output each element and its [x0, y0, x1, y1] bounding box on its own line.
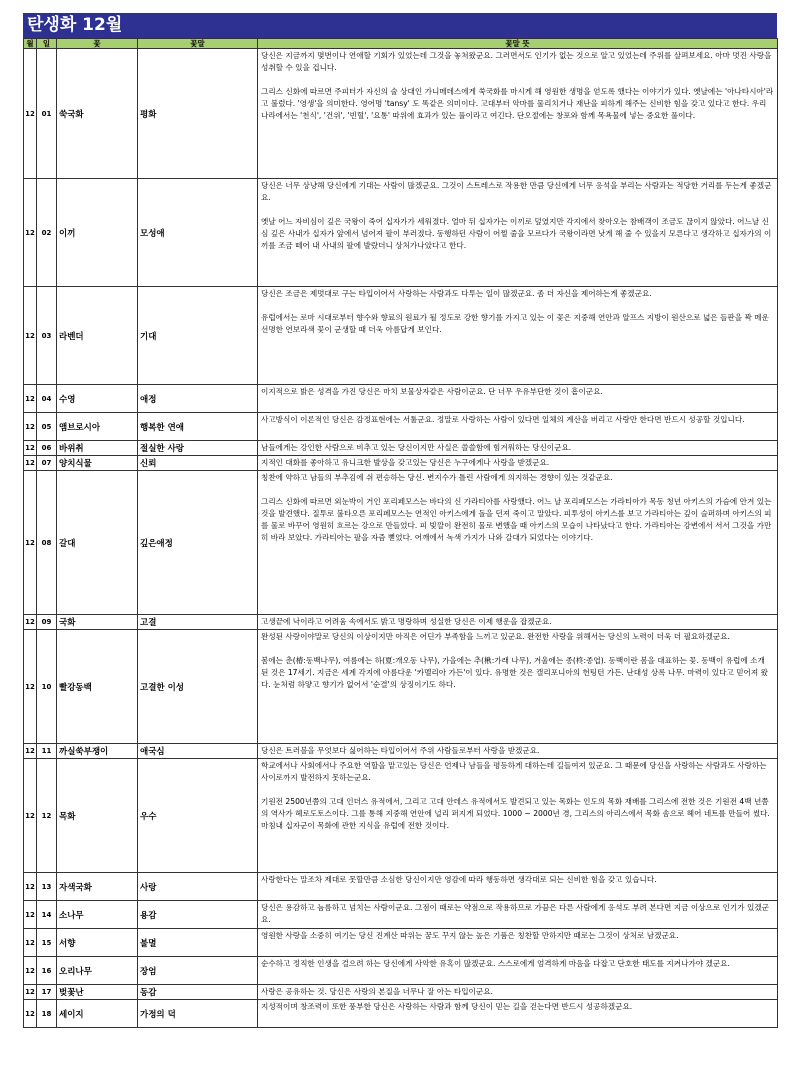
month-cell: 12	[24, 957, 37, 985]
description-text: 이지적으로 밝은 성격을 가진 당신은 마치 보물상자같은 사람이군요. 단 너무 우유부단한 것이 흠이군요.	[261, 387, 603, 396]
month-cell: 12	[24, 456, 37, 471]
header-day: 일	[37, 39, 57, 49]
month-cell: 12	[24, 287, 37, 385]
table-row	[24, 957, 778, 985]
meaning-cell: 모성애	[138, 179, 258, 287]
meaning-cell: 불멸	[138, 929, 258, 957]
meaning-cell: 신뢰	[138, 456, 258, 471]
header-flower: 꽃	[57, 39, 138, 49]
meaning-cell: 애정	[138, 385, 258, 413]
description-cell	[258, 49, 778, 179]
meaning-cell: 동감	[138, 985, 258, 1000]
description-text: 고생끝에 낙이라고 어려움 속에서도 밝고 명랑하며 성실한 당신은 이제 행운을 잡겠군요.	[261, 617, 552, 626]
table-row	[24, 179, 778, 287]
table-header-row	[24, 39, 778, 49]
day-cell: 18	[37, 1000, 57, 1028]
flower-cell: 오리나무	[57, 957, 138, 985]
flower-cell: 까실쑥부쟁이	[57, 744, 138, 759]
description-cell	[258, 929, 778, 957]
flower-cell: 자색국화	[57, 873, 138, 901]
description-text: 지적인 대화를 좋아하고 유니크한 발상을 갖고있는 당신은 누구에게나 사랑을 받겠군요.	[261, 458, 550, 467]
meaning-cell: 고결한 이성	[138, 630, 258, 744]
flower-cell: 라벤더	[57, 287, 138, 385]
meaning-cell: 깊은애정	[138, 471, 258, 615]
description-cell	[258, 413, 778, 441]
description-cell	[258, 759, 778, 873]
month-cell: 12	[24, 385, 37, 413]
meaning-cell: 절실한 사랑	[138, 441, 258, 456]
description-cell	[258, 441, 778, 456]
flower-cell: 바위취	[57, 441, 138, 456]
month-cell: 12	[24, 744, 37, 759]
description-cell	[258, 385, 778, 413]
day-cell: 15	[37, 929, 57, 957]
flower-cell: 벚꽃난	[57, 985, 138, 1000]
description-text: 지성적이며 창조력이 또한 풍부한 당신은 사랑하는 사람과 함께 당신이 믿는 길을 걷는다면 반드시 성공하겠군요.	[261, 1002, 633, 1011]
description-cell	[258, 744, 778, 759]
description-text: 학교에서나 사회에서나 주요한 역할을 맡고있는 당신은 언제나 남들을 평등하게 대하는데 길들여져 있군요. 그 때문에 당신을 사랑하는 사람과도 사랑하는 사이로까지 발전하지 못하는군요. 기원전 2500년쯤의 고대 인더스 유적에서, 그리고 고대 안데스 유적에서도 발견되고 있는 목화는 인도의 목화 재배를 그리스에 전한 것은 기원전 4백 년쯤의 역사가 헤로도토스이다. 그를 통해 지중해 연안에 널리 퍼지게 되었다. 1000 ~ 2000년 경, 그리스의 아리스에서 목화 솜으로 헤어 네트를 만들어 썼다. 마침내 십자군이 목화에 관한 지식을 유럽에 전한 것이다.	[261, 761, 770, 830]
day-cell: 16	[37, 957, 57, 985]
month-cell: 12	[24, 179, 37, 287]
description-text: 당신은 용감하고 늠름하고 넘치는 사람이군요. 그점이 때로는 약점으로 작용하므로 가끔은 다른 사람에게 응석도 부려 본다면 지금 이상으로 인기가 있겠군요.	[261, 903, 769, 924]
table-row	[24, 413, 778, 441]
day-cell: 17	[37, 985, 57, 1000]
meaning-cell: 사랑	[138, 873, 258, 901]
table-row	[24, 456, 778, 471]
day-cell: 06	[37, 441, 57, 456]
description-cell	[258, 456, 778, 471]
flower-cell: 양치식물	[57, 456, 138, 471]
month-cell: 12	[24, 873, 37, 901]
description-cell	[258, 287, 778, 385]
description-cell	[258, 1000, 778, 1028]
flower-cell: 수영	[57, 385, 138, 413]
flower-cell: 국화	[57, 615, 138, 630]
description-text: 당신은 트러블을 무엇보다 싫어하는 타입이어서 주위 사람들로부터 사랑을 받겠군요.	[261, 746, 540, 755]
day-cell: 07	[37, 456, 57, 471]
description-cell	[258, 873, 778, 901]
table-row	[24, 901, 778, 929]
description-text: 당신은 너무 상냥해 당신에게 기대는 사람이 많겠군요. 그것이 스트레스로 작용한 만큼 당신에게 너무 응석을 부리는 사람과는 적당한 거리를 두는게 좋겠군요. 옛날 어느 자비심이 깊은 국왕이 죽어 십자가가 세워졌다. 얼마 뒤 십자가는 이끼로 덮였지만 각지에서 찾아오는 참배객이 조금도 끊이지 않았다. 어느날 신심 깊은 사내가 십자가 앞에서 넘어져 팔이 부러졌다. 동행하던 사람이 어쩔 줄을 모르다가 국왕이라면 낫게 해 줄 수 있을지 모른다고 생각하고 십자가의 이끼를 조금 떼어 내 사내의 팔에 발랐더니 상처가나았다고 한다.	[261, 181, 772, 250]
table-row	[24, 471, 778, 615]
table-row	[24, 385, 778, 413]
day-cell: 01	[37, 49, 57, 179]
description-text: 사랑한다는 말조차 제대로 못할만큼 소심한 당신이지만 영감에 따라 행동하면 생각대로 되는 신비한 힘을 갖고 있습니다.	[261, 875, 657, 884]
description-text: 사고방식이 이론적인 당신은 감정표현에는 서툴군요. 정말로 사랑하는 사람이 있다면 일체의 계산을 버리고 사랑만 한다면 반드시 성공할 것입니다.	[261, 415, 745, 424]
document-page	[23, 13, 777, 1028]
description-cell	[258, 179, 778, 287]
month-cell: 12	[24, 471, 37, 615]
meaning-cell: 가정의 덕	[138, 1000, 258, 1028]
month-cell: 12	[24, 759, 37, 873]
header-month: 월	[24, 39, 37, 49]
flower-cell: 앰브로시아	[57, 413, 138, 441]
flower-cell: 세이지	[57, 1000, 138, 1028]
meaning-cell: 고결	[138, 615, 258, 630]
month-cell: 12	[24, 929, 37, 957]
header-desc: 꽃말 뜻	[258, 39, 778, 49]
day-cell: 08	[37, 471, 57, 615]
description-cell	[258, 471, 778, 615]
meaning-cell: 우수	[138, 759, 258, 873]
table-row	[24, 759, 778, 873]
flower-cell: 서향	[57, 929, 138, 957]
table-row	[24, 49, 778, 179]
meaning-cell: 평화	[138, 49, 258, 179]
month-cell: 12	[24, 49, 37, 179]
meaning-cell: 기대	[138, 287, 258, 385]
table-row	[24, 615, 778, 630]
month-cell: 12	[24, 901, 37, 929]
meaning-cell: 장엄	[138, 957, 258, 985]
description-text: 완성된 사랑이야말로 당신의 이상이지만 아직은 어딘가 부족함을 느끼고 있군요. 완전한 사랑을 위해서는 당신의 노력이 더욱 더 필요하겠군요. 봄에는 춘(椿:동백나무), 여름에는 하(夏:개오동 나무), 가을에는 추(楸:가래 나무), 겨울에는 종(柊:종엽). 동백이란 봄을 대표하는 꽃. 동백이 유럽에 소개 된 것은 17세기. 지금은 세계 각지에 아름다운 '카멜리아 가든'이 있다. 유명한 것은 캘리포니아의 헌팅턴 가든. 난대성 상록 나무. 마력이 있다고 믿어져 왔다. 눈처럼 하얗고 향기가 없어서 '순결'의 상징이기도 하다.	[261, 632, 768, 689]
meaning-cell: 용감	[138, 901, 258, 929]
table-row	[24, 441, 778, 456]
day-cell: 14	[37, 901, 57, 929]
flower-cell: 쑥국화	[57, 49, 138, 179]
description-text: 남들에게는 강인한 사람으로 비추고 있는 당신이지만 사실은 쓸쓸함에 힘겨워하는 당신이군요.	[261, 443, 572, 452]
description-cell	[258, 630, 778, 744]
day-cell: 12	[37, 759, 57, 873]
description-text: 순수하고 정직한 인생을 걸으려 하는 당신에게 사악한 유혹이 많겠군요. 스스로에게 엄격하게 마음을 다잡고 단호한 태도를 지켜나가야 겠군요.	[261, 959, 730, 968]
day-cell: 02	[37, 179, 57, 287]
table-row	[24, 985, 778, 1000]
month-cell: 12	[24, 441, 37, 456]
description-cell	[258, 957, 778, 985]
description-text: 당신은 조금은 제멋대로 구는 타입이어서 사랑하는 사람과도 다투는 일이 많겠군요. 좀 더 자신을 제어하는게 좋겠군요. 유럽에서는 로마 시대로부터 향수와 향료의 원료가 될 정도로 강한 향기를 가지고 있는 이 꽃은 지중해 연안과 알프스 지방이 원산으로 넓은 들판을 꽉 메운 선명한 연보라색 꽃이 군생할 때 더욱 아름답게 보인다.	[261, 289, 769, 334]
flower-cell: 소나무	[57, 901, 138, 929]
birth-flower-table	[23, 38, 778, 1028]
description-cell	[258, 901, 778, 929]
meaning-cell: 행복한 연애	[138, 413, 258, 441]
day-cell: 03	[37, 287, 57, 385]
month-cell: 12	[24, 615, 37, 630]
day-cell: 09	[37, 615, 57, 630]
header-meaning: 꽃말	[138, 39, 258, 49]
description-text: 칭찬에 약하고 남들의 부추김에 쉬 편승하는 당신. 변지수가 틀린 사람에게 의지하는 경향이 있는 것같군요. 그리스 신화에 따르면 외눈박이 거인 포리페모스는 바다의 신 가라티아를 사랑했다. 어느 날 포리페모스는 가라티아가 목동 청년 아키스의 가슴에 안겨 있는 것을 발견했다. 질투로 불타오른 포리페모스는 연적인 아키스에게 돌을 던져 죽이고 말았다. 피투성이 아키스를 보고 가라티아는 깊이 슬퍼하며 아키스의 피를 물로 바꾸어 영원히 흐르는 강으로 만들었다. 피 빛깔이 완전히 물로 변했을 때 아키스의 모습이 나타났다고 한다. 가라티아는 강변에서 서서 그것을 가만히 바라 보았다. 가라티아는 팔을 자즘 뻗었다. 어깨에서 녹색 가지가 나와 갈대가 되었다는 이야기다.	[261, 473, 772, 542]
table-row	[24, 630, 778, 744]
month-cell: 12	[24, 1000, 37, 1028]
day-cell: 10	[37, 630, 57, 744]
flower-cell: 이끼	[57, 179, 138, 287]
description-cell	[258, 615, 778, 630]
table-row	[24, 287, 778, 385]
day-cell: 04	[37, 385, 57, 413]
table-row	[24, 873, 778, 901]
page-title: 탄생화 12월	[23, 13, 777, 38]
day-cell: 05	[37, 413, 57, 441]
flower-cell: 목화	[57, 759, 138, 873]
description-text: 영원한 사랑을 소중히 여기는 당신 진계산 따위는 꿈도 꾸지 않는 높은 기품은 칭찬할 만하지만 때로는 그것이 상처로 남겠군요.	[261, 931, 679, 940]
flower-cell: 빨강동백	[57, 630, 138, 744]
description-cell	[258, 985, 778, 1000]
description-text: 당신은 지금까지 몇번이나 연애할 기회가 있었는데 그것을 놓쳐왔군요. 그러면서도 인기가 없는 것으로 알고 있었는데 주위를 살펴보세요. 아마 멋진 사랑을 성취할 수 있을 겁니다. 그리스 신화에 따르면 주피터가 자신의 술 상대인 가니메데스에게 쑥국화를 마시게 해 영원한 생명을 얻도록 했다는 이야기가 있다. 옛날에는 '아나타시아'라고 불렀다. '영생'을 의미한다. 영어명 'tansy' 도 똑같은 의미이다. 고대부터 악마를 물리치거나 재난을 피하게 해주는 신비한 힘을 갖고 있다고 한다. 우리 나라에서는 '천식', '건위', '빈혈', '요통' 따위에 효과가 있는 풀이라고 여긴다. 단오절에는 창포와 함께 목욕물에 넣는 중요한 풀이다.	[261, 51, 774, 120]
table-row	[24, 1000, 778, 1028]
month-cell: 12	[24, 985, 37, 1000]
table-row	[24, 929, 778, 957]
flower-cell: 갈대	[57, 471, 138, 615]
day-cell: 13	[37, 873, 57, 901]
day-cell: 11	[37, 744, 57, 759]
table-row	[24, 744, 778, 759]
month-cell: 12	[24, 413, 37, 441]
month-cell: 12	[24, 630, 37, 744]
meaning-cell: 애국심	[138, 744, 258, 759]
description-text: 사랑은 공유하는 것. 당신은 사랑의 본질을 너무나 잘 아는 타입이군요.	[261, 987, 493, 996]
